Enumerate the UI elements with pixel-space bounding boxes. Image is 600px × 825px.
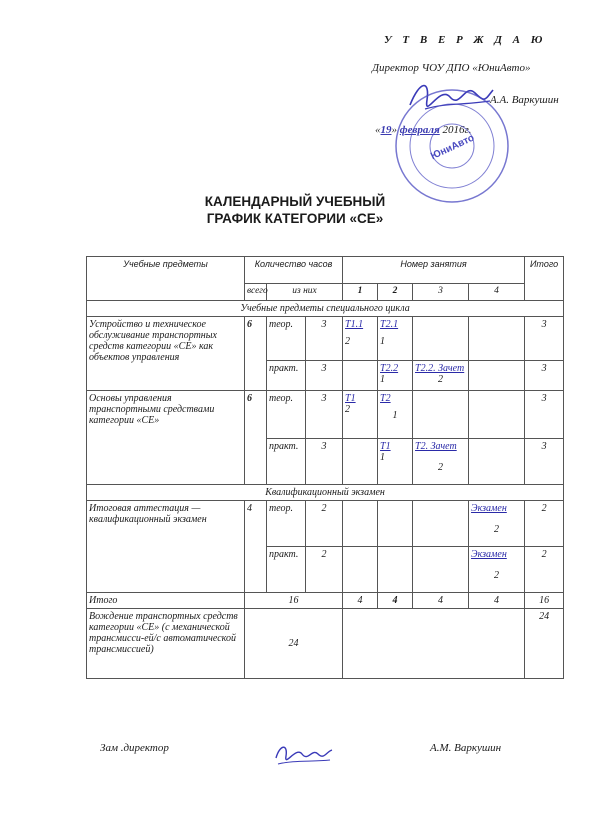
lesson-hours: 2 (345, 404, 351, 415)
lesson-code: Т2.2 (380, 363, 399, 374)
driving-lessons (343, 609, 525, 679)
lesson-code: Т1.1 (345, 319, 364, 330)
type-label: теор. (267, 391, 306, 439)
title-line-1: КАЛЕНДАРНЫЙ УЧЕБНЫЙ (204, 194, 386, 209)
header-lesson: Номер занятия (343, 257, 525, 284)
type-hours: 3 (306, 391, 343, 439)
type-hours: 3 (306, 439, 343, 485)
type-label: практ. (267, 361, 306, 391)
totals-row (87, 593, 564, 609)
lesson-cell (378, 317, 413, 361)
lesson-hours: 2 (494, 524, 500, 535)
lesson-cell (469, 391, 525, 439)
lesson-hours: 2 (438, 462, 444, 473)
subject-name: Основы управления транспортными средствами категории «СЕ» (87, 391, 245, 485)
subject-total: 6 (245, 317, 267, 391)
table-row (87, 609, 564, 679)
lesson-cell (469, 501, 525, 547)
header-n4: 4 (469, 284, 525, 301)
totals-label: Итого (87, 593, 245, 609)
lesson-cell (469, 317, 525, 361)
totals-n2: 4 (378, 593, 413, 609)
lesson-code: Т2.1 (380, 319, 399, 330)
footer-name: А.М. Варкушин (430, 742, 502, 754)
lesson-cell (378, 391, 413, 439)
schedule-table (86, 256, 564, 679)
row-total: 3 (525, 391, 564, 439)
lesson-cell (413, 547, 469, 593)
table-row (87, 501, 564, 547)
lesson-cell (343, 439, 378, 485)
lesson-code: Т1 (380, 441, 391, 452)
header-n1: 1 (343, 284, 378, 301)
subject-name: Итоговая аттестация — квалификационный экзамен (87, 501, 245, 593)
row-total: 3 (525, 317, 564, 361)
lesson-cell (343, 361, 378, 391)
director-name: А.А. Варкушин (490, 94, 559, 106)
lesson-cell (469, 439, 525, 485)
lesson-cell (378, 439, 413, 485)
lesson-cell (343, 391, 378, 439)
lesson-code: Т2.2. Зачет (415, 363, 465, 374)
totals-n1: 4 (343, 593, 378, 609)
type-label: теор. (267, 501, 306, 547)
lesson-cell (413, 439, 469, 485)
type-hours: 3 (306, 361, 343, 391)
header-n2: 2 (378, 284, 413, 301)
subject-name: Устройство и техническое обслуживание транспортных средств категории «СЕ» как объектов управления (87, 317, 245, 391)
lesson-cell (343, 547, 378, 593)
row-total: 2 (525, 547, 564, 593)
type-hours: 3 (306, 317, 343, 361)
type-label: практ. (267, 439, 306, 485)
row-total: 3 (525, 439, 564, 485)
subject-total: 4 (245, 501, 267, 593)
header-subjects: Учебные предметы (87, 257, 245, 301)
lesson-cell (413, 317, 469, 361)
totals-hours: 16 (245, 593, 343, 609)
deputy-signature (272, 740, 334, 770)
header-total: Итого (525, 257, 564, 301)
lesson-code: Т2. Зачет (415, 441, 457, 452)
footer-position: Зам .директор (100, 742, 169, 754)
lesson-hours: 2 (494, 570, 500, 581)
lesson-code: Экзамен (471, 503, 507, 514)
header-of: из них (267, 284, 343, 301)
organization-stamp (393, 87, 511, 205)
lesson-cell (469, 547, 525, 593)
section-row (87, 301, 564, 317)
totals-sum: 16 (525, 593, 564, 609)
row-total: 3 (525, 361, 564, 391)
lesson-cell (343, 317, 378, 361)
header-row (87, 257, 564, 284)
section-exam: Квалификационный экзамен (87, 485, 564, 501)
header-hours: Количество часов (245, 257, 343, 284)
type-hours: 2 (306, 547, 343, 593)
subject-total: 6 (245, 391, 267, 485)
lesson-cell (469, 361, 525, 391)
driving-hours: 24 (245, 609, 343, 679)
lesson-cell (378, 361, 413, 391)
lesson-cell (378, 501, 413, 547)
stamp-label: ЮниАвто (429, 132, 477, 163)
driving-name: Вождение транспортных средств категории «СЕ» (с механической трансмисси-ей/с автоматической трансмиссией) (87, 609, 245, 679)
lesson-cell (343, 501, 378, 547)
director-position: Директор ЧОУ ДПО «ЮниАвто» (372, 62, 531, 74)
section-special-cycle: Учебные предметы специального цикла (87, 301, 564, 317)
totals-n4: 4 (469, 593, 525, 609)
lesson-hours: 1 (380, 336, 386, 347)
lesson-hours: 1 (380, 452, 386, 463)
approval-word: У Т В Е Р Ж Д А Ю (384, 34, 547, 46)
lesson-code: Т2 (380, 393, 391, 404)
lesson-hours: 1 (380, 374, 386, 385)
lesson-code: Т1 (345, 393, 356, 404)
table-row (87, 317, 564, 361)
type-label: теор. (267, 317, 306, 361)
lesson-hours: 2 (345, 336, 351, 347)
totals-n3: 4 (413, 593, 469, 609)
section-row (87, 485, 564, 501)
lesson-cell (413, 391, 469, 439)
table-row (87, 391, 564, 439)
driving-total: 24 (525, 609, 564, 679)
lesson-hours: 2 (438, 374, 444, 385)
title-line-2: ГРАФИК КАТЕГОРИИ «СЕ» (206, 211, 384, 226)
lesson-hours: 1 (392, 410, 398, 421)
page-title (150, 193, 440, 227)
type-label: практ. (267, 547, 306, 593)
row-total: 2 (525, 501, 564, 547)
lesson-code: Экзамен (471, 549, 507, 560)
approval-date: «19» февраля 2016г. (375, 124, 472, 136)
lesson-cell (378, 547, 413, 593)
header-n3: 3 (413, 284, 469, 301)
header-all: всего (245, 284, 267, 301)
lesson-cell (413, 361, 469, 391)
lesson-cell (413, 501, 469, 547)
type-hours: 2 (306, 501, 343, 547)
